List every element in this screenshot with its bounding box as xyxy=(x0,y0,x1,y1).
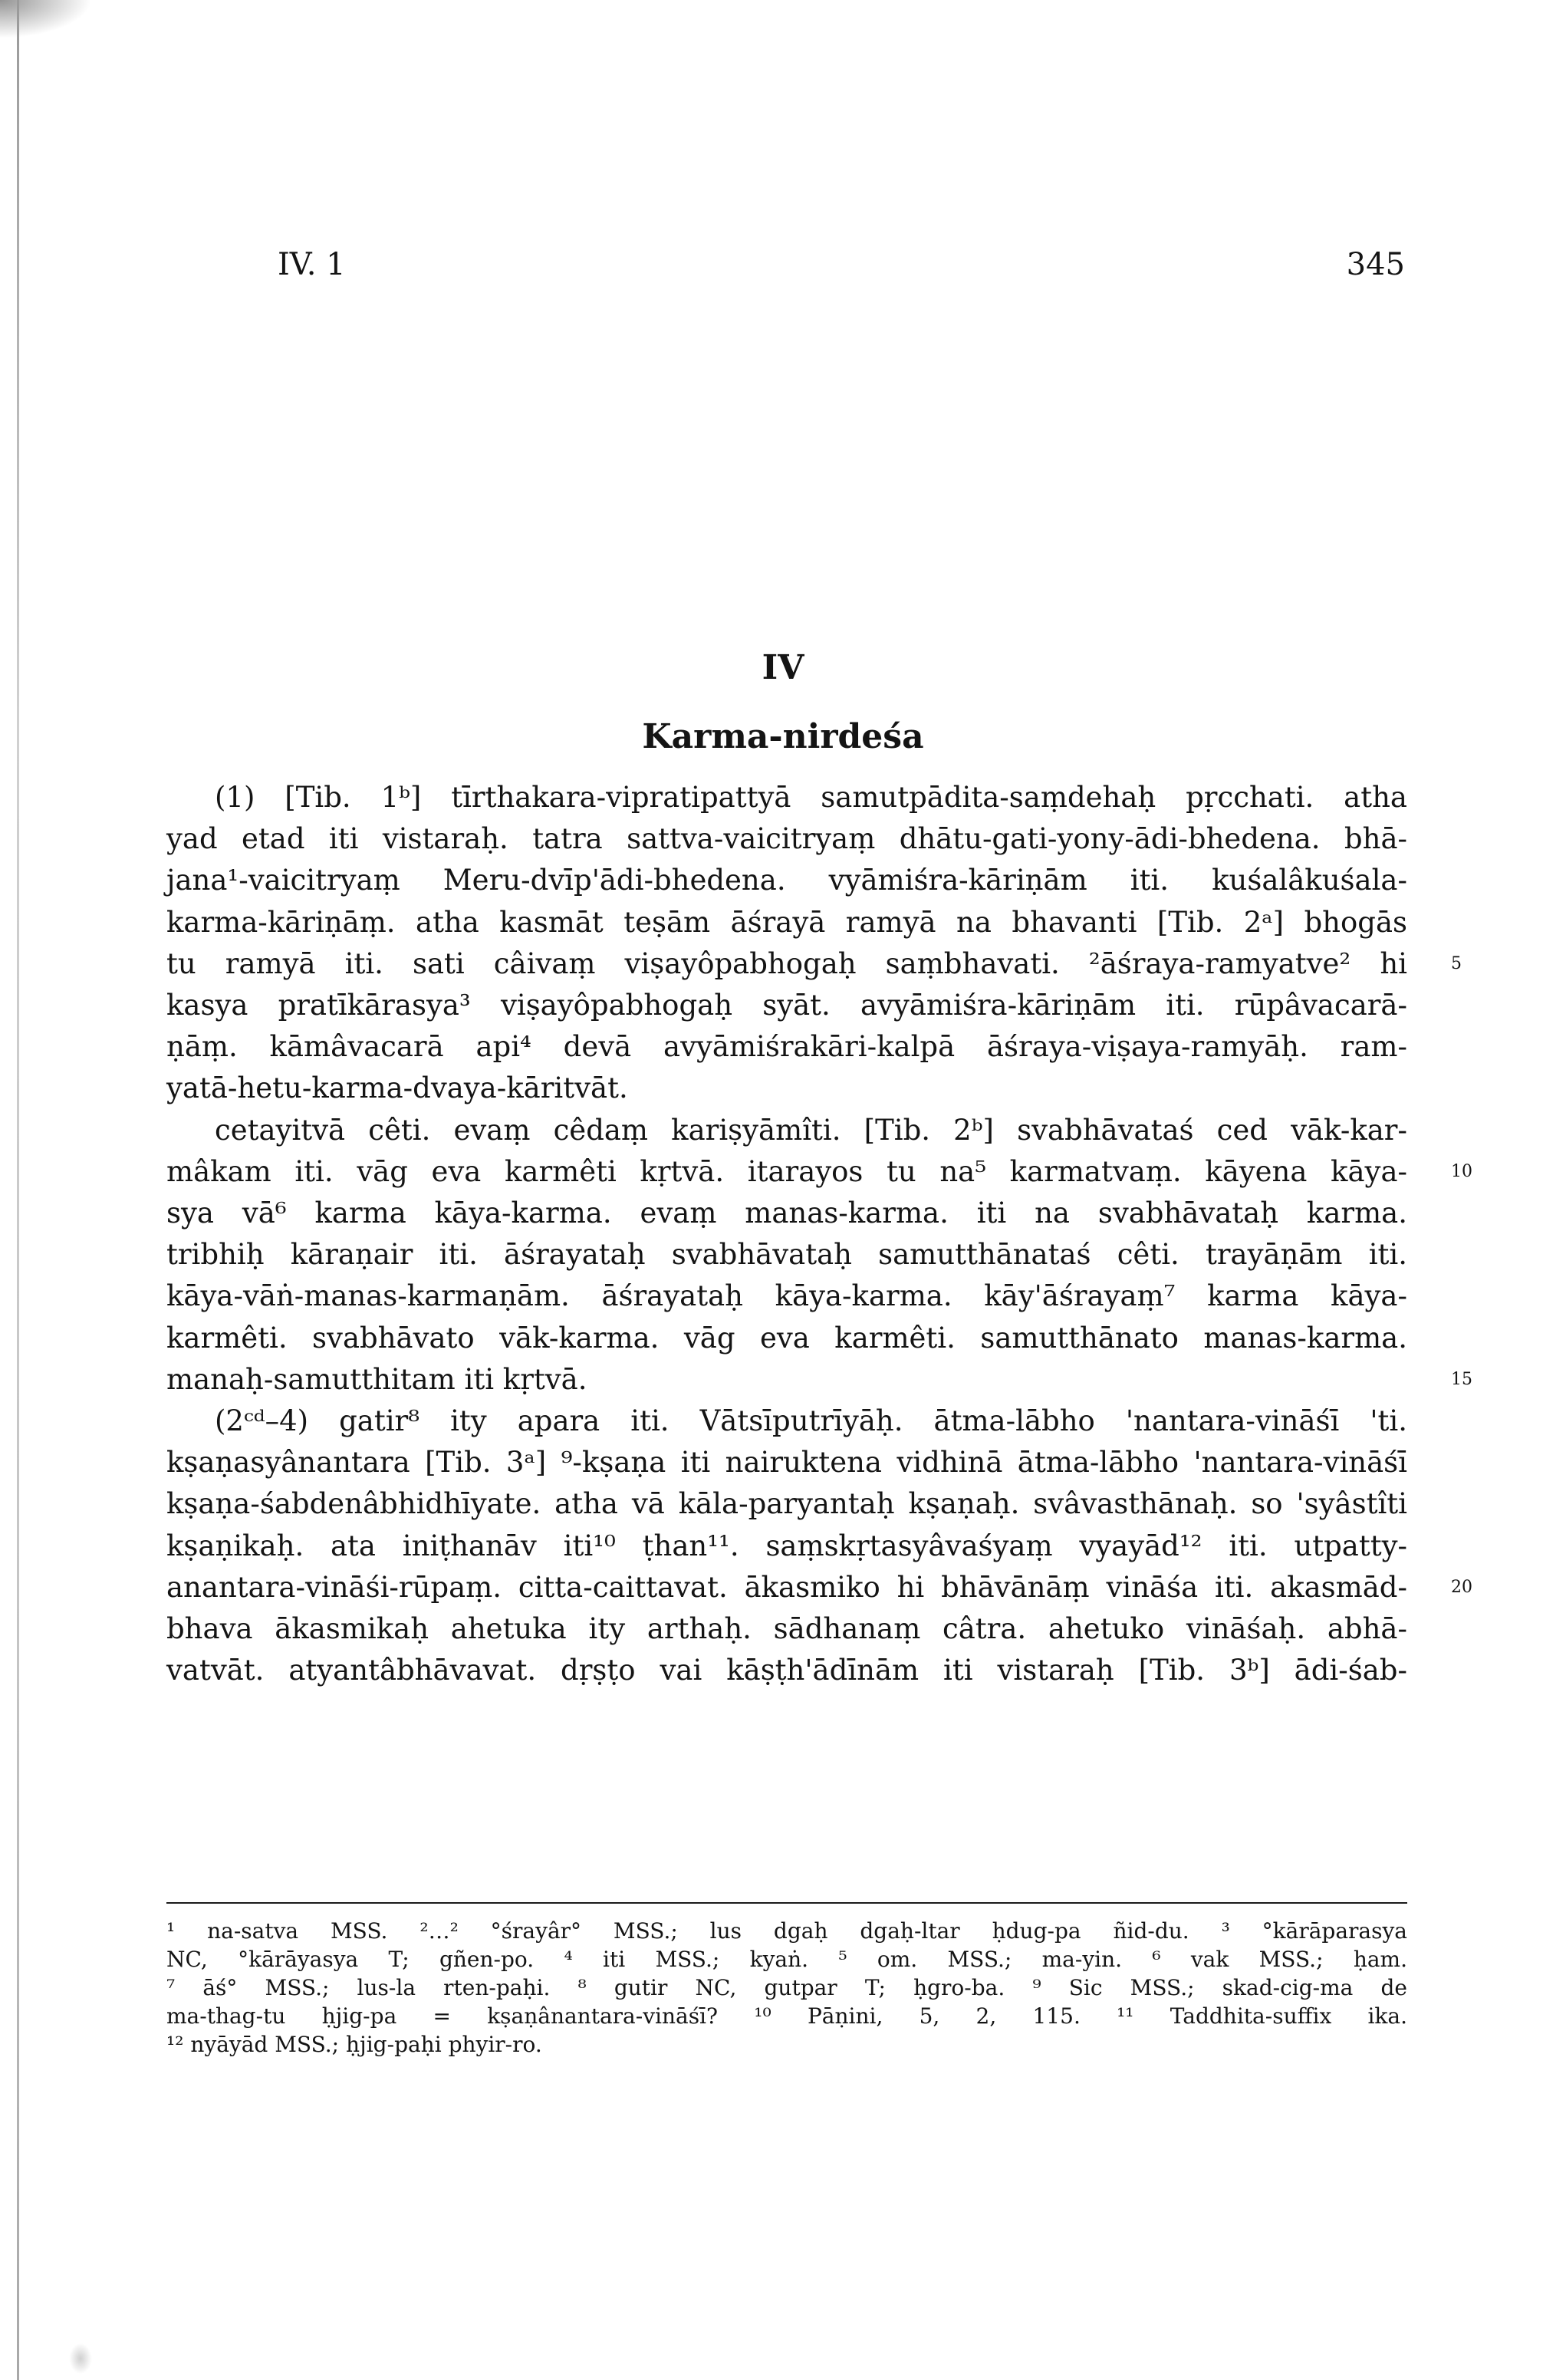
running-header xyxy=(278,247,1405,293)
text-line: sya vā⁶ karma kāya-karma. evaṃ manas-karma. iti na svabhāvataḥ karma. xyxy=(166,1197,1407,1230)
footnote-line: ¹² nyāyād MSS.; ḥjig-paḥi phyir-ro. xyxy=(166,2032,542,2057)
text-line: kṣaṇasyânantara [Tib. 3ᵃ] ⁹-kṣaṇa iti nairuktena vidhinā ātma-lābho 'nantara-vināśī xyxy=(166,1446,1407,1479)
footnote-line: ma-thag-tu ḥjig-pa = kṣaṇânantara-vināśī? ¹⁰ Pāṇini, 5, 2, 115. ¹¹ Taddhita-suffix ika. xyxy=(166,2003,1407,2029)
text-line: mâkam iti. vāg eva karmêti kṛtvā. itarayos tu na⁵ karmatvaṃ. kāyena kāya- xyxy=(166,1155,1407,1188)
line-number: 20 xyxy=(1451,1578,1472,1597)
line-number: 15 xyxy=(1451,1370,1472,1389)
footnote-rule xyxy=(166,1902,1407,1904)
footnote-line: NC, °kārāyasya T; gñen-po. ⁴ iti MSS.; kyaṅ. ⁵ om. MSS.; ma-yin. ⁶ vak MSS.; ḥam. xyxy=(166,1947,1407,1972)
text-line: manaḥ-samutthitam iti kṛtvā. xyxy=(166,1363,587,1396)
running-head-section: IV. 1 xyxy=(278,247,346,282)
text-line: kāya-vāṅ-manas-karmaṇām. āśrayataḥ kāya-karma. kāy'āśrayaṃ⁷ karma kāya- xyxy=(166,1279,1407,1312)
text-line: tu ramyā iti. sati câivaṃ viṣayôpabhogaḥ saṃbhavati. ²āśraya-ramyatve² hi xyxy=(166,947,1407,980)
text-line: jana¹-vaicitryaṃ Meru-dvīp'ādi-bhedena. vyāmiśra-kāriṇām iti. kuśalâkuśala- xyxy=(166,864,1407,897)
scan-speck xyxy=(69,2343,92,2374)
footnote-line: ¹ na-satva MSS. ²…² °śrayâr° MSS.; lus dgaḥ dgaḥ-ltar ḥdug-pa ñid-du. ³ °kārāparasya xyxy=(166,1918,1407,1944)
text-line: tribhiḥ kāraṇair iti. āśrayataḥ svabhāvataḥ samutthānataś cêti. trayāṇām iti. xyxy=(166,1238,1407,1271)
text-line: (2ᶜᵈ–4) gatir⁸ ity apara iti. Vātsīputrīyāḥ. ātma-lābho 'nantara-vināśī 'ti. xyxy=(215,1404,1407,1437)
page-number: 345 xyxy=(1346,247,1405,282)
text-line: bhava ākasmikaḥ ahetuka ity arthaḥ. sādhanaṃ câtra. ahetuko vināśaḥ. abhā- xyxy=(166,1612,1407,1645)
scan-corner-smudge xyxy=(0,0,92,38)
text-line: ṇāṃ. kāmâvacarā api⁴ devā avyāmiśrakāri-kalpā āśraya-viṣaya-ramyāḥ. ram- xyxy=(166,1030,1407,1063)
text-line: anantara-vināśi-rūpaṃ. citta-caittavat. ākasmiko hi bhāvānāṃ vināśa iti. akasmād- xyxy=(166,1571,1407,1604)
text-line: (1) [Tib. 1ᵇ] tīrthakara-vipratipattyā samutpādita-saṃdehaḥ pṛcchati. atha xyxy=(215,781,1407,814)
text-line: vatvāt. atyantâbhāvavat. dṛṣṭo vai kāṣṭh'ādīnām iti vistaraḥ [Tib. 3ᵇ] ādi-śab- xyxy=(166,1654,1407,1687)
text-line: yatā-hetu-karma-dvaya-kāritvāt. xyxy=(166,1071,628,1104)
page-binding-edge xyxy=(17,0,19,2380)
text-line: kṣaṇa-śabdenâbhidhīyate. atha vā kāla-paryantaḥ kṣaṇaḥ. svâvasthānaḥ. so 'syâstîti xyxy=(166,1487,1407,1520)
line-number: 10 xyxy=(1451,1162,1472,1181)
text-line: cetayitvā cêti. evaṃ cêdaṃ kariṣyāmîti. [Tib. 2ᵇ] svabhāvataś ced vāk-kar- xyxy=(215,1114,1407,1147)
text-line: karmêti. svabhāvato vāk-karma. vāg eva karmêti. samutthānato manas-karma. xyxy=(166,1322,1407,1355)
footnote-line: ⁷ āś° MSS.; lus-la rten-paḥi. ⁸ gutir NC, gutpar T; ḥgro-ba. ⁹ Sic MSS.; skad-cig-ma de xyxy=(166,1975,1407,2000)
text-line: kṣaṇikaḥ. ata iniṭhanāv iti¹⁰ ṭhan¹¹. saṃskṛtasyâvaśyaṃ vyayād¹² iti. utpatty- xyxy=(166,1529,1407,1562)
text-line: karma-kāriṇāṃ. atha kasmāt teṣām āśrayā ramyā na bhavanti [Tib. 2ᵃ] bhogās xyxy=(166,906,1407,939)
chapter-number: IV xyxy=(762,648,804,687)
text-line: kasya pratīkārasya³ viṣayôpabhogaḥ syāt. avyāmiśra-kāriṇām iti. rūpâvacarā- xyxy=(166,989,1407,1022)
text-line: yad etad iti vistaraḥ. tatra sattva-vaicitryaṃ dhātu-gati-yony-ādi-bhedena. bhā- xyxy=(166,822,1407,855)
chapter-title: Karma-nirdeśa xyxy=(642,717,924,756)
line-number: 5 xyxy=(1451,954,1462,973)
